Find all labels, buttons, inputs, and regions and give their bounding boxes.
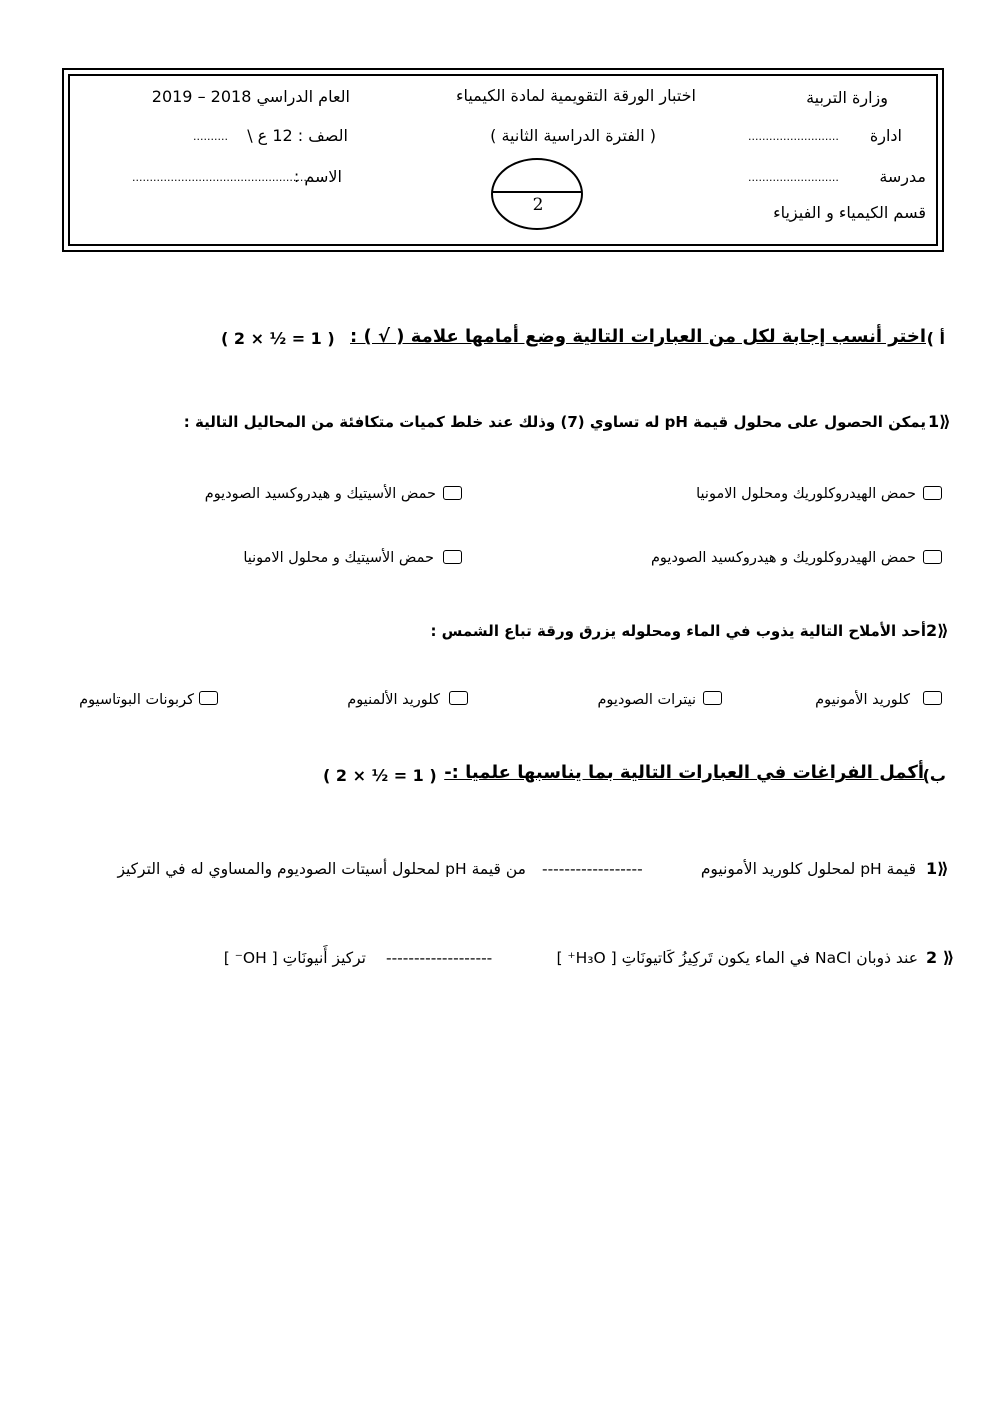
option-a1-2-checkbox[interactable] [443,486,462,500]
option-a1-4-label: حمض الأسيتيك و محلول الامونيا [243,550,434,566]
school-year: العام الدراسي 2018 – 2019 [151,87,350,106]
name-dots: .................................................. [132,171,307,184]
question-b2-marker: 2 ⟫ [926,948,955,967]
section-a-title: اختر أنسب إجابة لكل من العبارات التالية وضع أمامها علامة ( √ ) : [350,326,926,347]
term-label: ( الفترة الدراسية الثانية ) [490,126,656,145]
option-a2-3-label: كلوريد الألمنيوم [347,692,440,708]
score-oval [491,158,583,230]
section-b-title: أكمل الفراغات في العبارات التالية بما يناسبها علميا :- [444,762,924,783]
question-a1-text: يمكن الحصول على محلول قيمة pH له تساوي (7) وذلك عند خلط كميات متكافئة من المحاليل التالية : [183,413,926,431]
question-b1-part2: من قيمة pH لمحلول أسيتات الصوديوم والمساوي له في التركيز [117,860,526,878]
exam-title: اختبار الورقة التقويمية لمادة الكيمياء [455,86,696,105]
option-a1-4-checkbox[interactable] [443,550,462,564]
score-oval-number: 2 [532,195,544,215]
section-a-letter: أ ) [926,329,945,348]
question-b2-blank[interactable]: ------------------- [386,949,493,967]
option-a1-1-label: حمض الهيدروكلوريك ومحلول الامونيا [696,486,916,502]
option-a1-2-label: حمض الأسيتيك و هيدروكسيد الصوديوم [204,486,436,502]
option-a2-3-checkbox[interactable] [449,691,468,705]
department-label: قسم الكيمياء و الفيزياء [773,203,926,222]
question-a2-marker: 2⟫ [926,621,949,640]
option-a1-3-label: حمض الهيدروكلوريك و هيدروكسيد الصوديوم [650,550,916,566]
name-label: الاسم : [293,167,342,186]
question-a1-marker: 1⟫ [928,412,951,431]
class-dots: .......... [193,130,228,143]
option-a2-1-label: كلوريد الأمونيوم [815,692,910,708]
section-b-points: ( 2 × ½ = 1 ) [323,766,437,785]
directorate-label: ادارة [869,126,902,145]
question-a2-text: أحد الأملاح التالية يذوب في الماء ومحلوله يزرق ورقة تباع الشمس : [430,622,926,640]
option-a2-1-checkbox[interactable] [923,691,942,705]
school-dots: .......................... [748,171,839,184]
section-a-points: ( 2 × ½ = 1 ) [221,329,335,348]
ministry-label: وزارة التربية [806,88,888,107]
score-oval-divider [493,191,581,193]
option-a2-4-checkbox[interactable] [199,691,218,705]
option-a1-1-checkbox[interactable] [923,486,942,500]
option-a2-4-label: كربونات البوتاسيوم [79,692,194,708]
question-b1-part1: قيمة pH لمحلول كلوريد الأمونيوم [700,860,916,878]
question-b1-blank[interactable]: ------------------ [542,860,643,878]
question-b1-marker: 1⟫ [926,859,949,878]
class-label: الصف : 12 ع \ [247,126,348,145]
option-a1-3-checkbox[interactable] [923,550,942,564]
question-b2-part2: تركيز أَنيونَاتِ [ OH⁻ ] [223,949,366,967]
question-b2-part1: عند ذوبان NaCl في الماء يكون تَركِيزُ كَاتيونَاتِ [ H₃O⁺ ] [556,949,918,967]
school-label: مدرسة [879,167,926,186]
directorate-dots: .......................... [748,130,839,143]
section-b-letter: ب) [922,766,946,785]
option-a2-2-checkbox[interactable] [703,691,722,705]
option-a2-2-label: نيترات الصوديوم [597,692,696,708]
